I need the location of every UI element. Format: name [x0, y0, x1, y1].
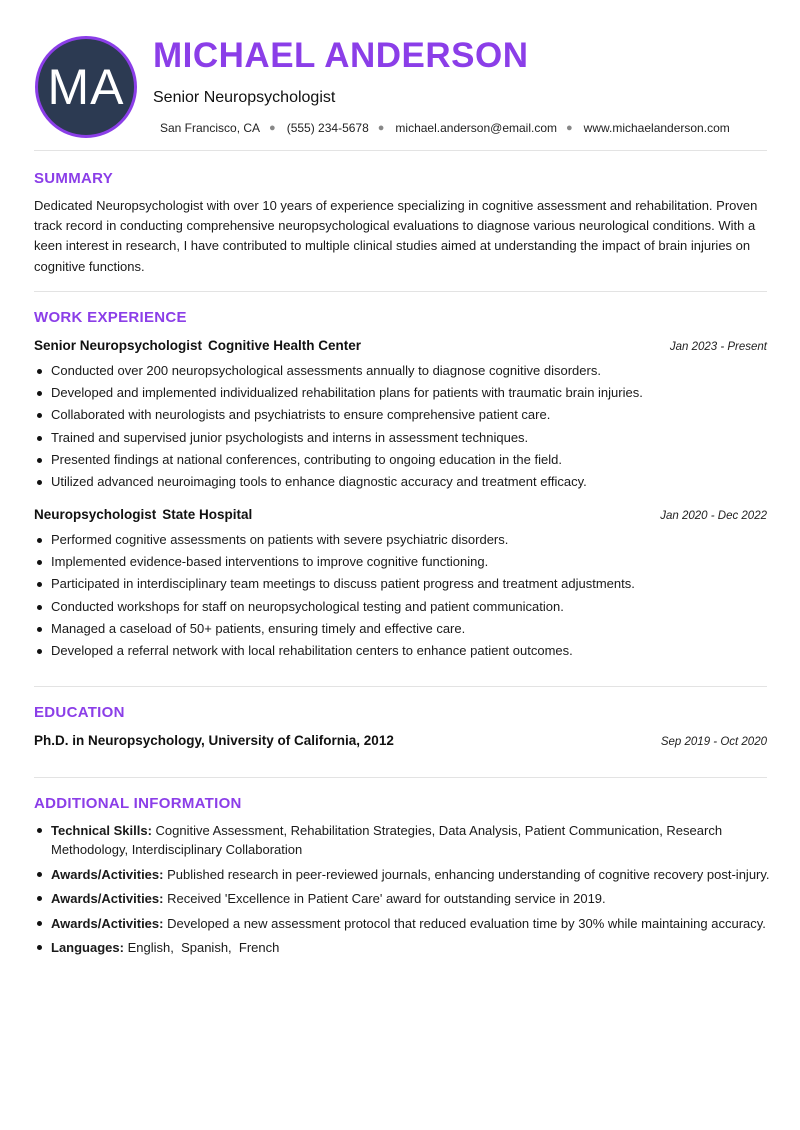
list-item [34, 865, 774, 884]
list-item: Performed cognitive assessments on patients with severe psychiatric disorders. [34, 529, 774, 551]
info-text: Received 'Excellence in Patient Care' award for outstanding service in 2019. [167, 891, 606, 906]
contact-email[interactable]: michael.anderson@email.com [395, 121, 558, 135]
job-company: Cognitive Health Center [208, 338, 362, 353]
job-bullets [34, 360, 774, 493]
list-item: Conducted workshops for staff on neuropsychological testing and patient communication. [34, 596, 774, 618]
education-dates: Sep 2019 - Oct 2020 [660, 736, 767, 748]
info-label: Awards/Activities: [51, 915, 164, 931]
list-item: Utilized advanced neuroimaging tools to enhance diagnostic accuracy and treatment efficacy. [34, 471, 774, 493]
candidate-name: MICHAEL ANDERSON [153, 36, 529, 75]
divider [34, 777, 767, 778]
list-item: Presented findings at national conferences, contributing to ongoing education in the field. [34, 449, 774, 471]
list-item: Managed a caseload of 50+ patients, ensuring timely and effective care. [34, 618, 774, 640]
job-dates: Jan 2020 - Dec 2022 [660, 510, 767, 522]
divider [34, 150, 767, 151]
job-role: Neuropsychologist [34, 507, 157, 522]
avatar-initials: MA [47, 59, 125, 115]
job-header [34, 507, 767, 522]
info-text: Developed a new assessment protocol that reduced evaluation time by 30% while maintaining accuracy. [167, 915, 766, 931]
info-label: Awards/Activities: [51, 866, 164, 882]
list-item: Trained and supervised junior psychologists and interns in assessment techniques. [34, 427, 774, 449]
list-item: Developed a referral network with local rehabilitation centers to enhance patient outcomes. [34, 640, 774, 662]
job-bullets [34, 529, 774, 662]
job-position [34, 507, 252, 522]
bullet-separator: ● [377, 122, 385, 134]
summary-text: Dedicated Neuropsychologist with over 10 years of experience specializing in cognitive assessment and rehabilitation. Proven track record in conducting comprehensive neuropsychological evaluations to diagnose various neurological conditions. With a keen interest in research, I have contributed to multiple clinical studies aimed at understanding the impact of brain injuries on cognitive functions. [34, 198, 758, 274]
divider [34, 686, 767, 687]
list-item [34, 889, 774, 908]
job-title: Senior Neuropsychologist [153, 89, 336, 106]
list-item: Conducted over 200 neuropsychological assessments annually to diagnose cognitive disorders. [34, 360, 774, 382]
info-label: Languages: [51, 940, 124, 955]
job-position [34, 338, 361, 353]
contact-bar [160, 121, 730, 135]
job-header [34, 338, 767, 353]
list-item: Developed and implemented individualized rehabilitation plans for patients with traumatic brain injuries. [34, 382, 774, 404]
experience-heading: WORK EXPERIENCE [34, 309, 187, 326]
info-text: English, Spanish, French [127, 940, 280, 955]
job-company: State Hospital [162, 507, 253, 522]
education-entry [34, 733, 767, 748]
bullet-separator: ● [269, 122, 276, 134]
contact-phone: (555) 234-5678 [286, 121, 369, 135]
contact-location: San Francisco, CA [160, 121, 261, 135]
list-item: Implemented evidence-based interventions to improve cognitive functioning. [34, 551, 774, 573]
list-item: Collaborated with neurologists and psychiatrists to ensure comprehensive patient care. [34, 404, 774, 426]
list-item: Participated in interdisciplinary team meetings to discuss patient progress and treatment adjustments. [34, 573, 774, 595]
contact-website[interactable]: www.michaelanderson.com [583, 121, 730, 135]
info-label: Awards/Activities: [51, 891, 164, 906]
additional-list [34, 821, 774, 963]
avatar [35, 36, 137, 138]
education-degree: Ph.D. in Neuropsychology, University of California, 2012 [34, 733, 394, 748]
job-role: Senior Neuropsychologist [34, 338, 203, 353]
list-item [34, 938, 774, 957]
info-label: Technical Skills: [51, 823, 152, 838]
summary-heading: SUMMARY [34, 170, 114, 187]
info-text: Published research in peer-reviewed journals, enhancing understanding of cognitive recovery post-injury. [167, 866, 770, 882]
info-text: Cognitive Assessment, Rehabilitation Strategies, Data Analysis, Patient Communication, Research Methodology, Interdisciplinary Collaboration [51, 823, 723, 857]
job-dates: Jan 2023 - Present [669, 341, 767, 353]
list-item [34, 821, 774, 859]
bullet-separator: ● [566, 122, 573, 134]
education-heading: EDUCATION [34, 704, 125, 721]
list-item [34, 914, 774, 933]
additional-heading: ADDITIONAL INFORMATION [34, 795, 242, 812]
divider [34, 291, 767, 292]
